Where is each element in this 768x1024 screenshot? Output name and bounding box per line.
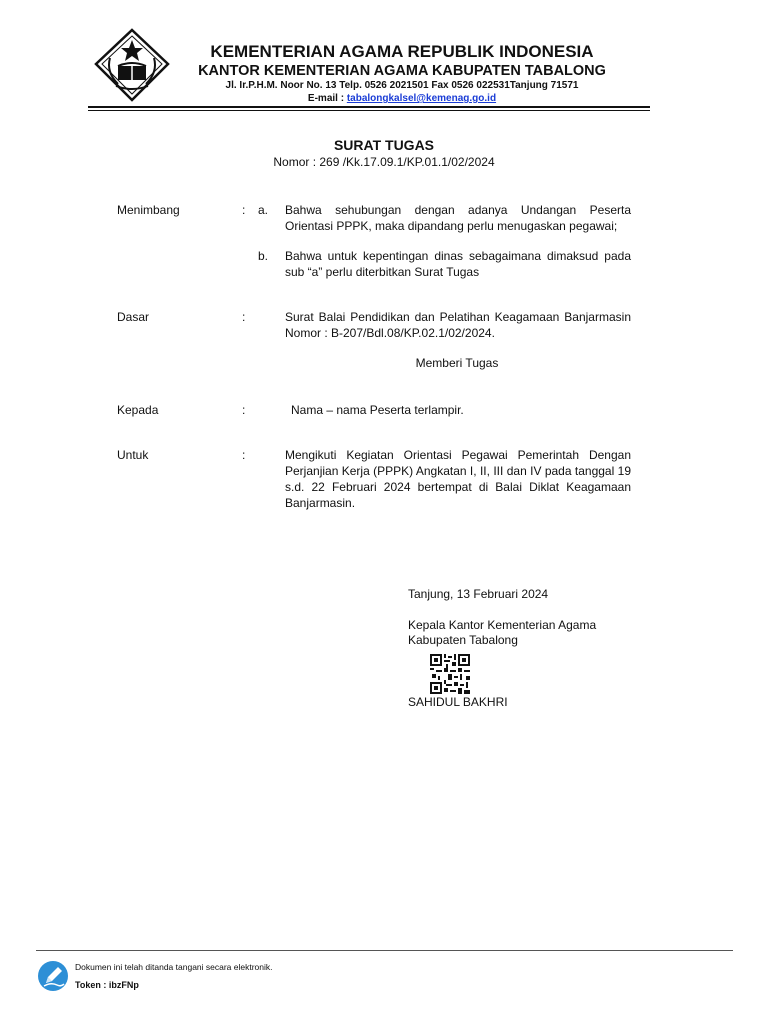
office-address: Jl. Ir.P.H.M. Noor No. 13 Telp. 0526 2021501 Fax 0526 022531Tanjung 71571 — [225, 80, 579, 91]
document-title: SURAT TUGAS — [333, 137, 435, 153]
menimbang-colon: : — [242, 203, 246, 217]
kepada-colon: : — [242, 403, 246, 417]
kepada-label: Kepada — [117, 403, 159, 417]
dasar-label: Dasar — [117, 310, 150, 324]
office-name: KANTOR KEMENTERIAN AGAMA KABUPATEN TABALONG — [198, 63, 606, 79]
header-divider-thin — [88, 110, 650, 111]
qr-code-icon — [430, 654, 470, 694]
untuk-text: Mengikuti Kegiatan Orientasi Pegawai Pemerintah Dengan Perjanjian Kerja (PPPK) Angkatan I, II, III dan IV pada tanggal 19 s.d. 22 Februari 2024 bertempat di Balai Diklat Keagamaan Banjarmasin. — [285, 448, 631, 510]
footer-token: Token : ibzFNp — [75, 980, 139, 990]
dasar-text: Surat Balai Pendidikan dan Pelatihan Keagamaan Banjarmasin Nomor : B-207/Bdl.08/KP.02.1/02/2024. — [285, 310, 631, 340]
email-link[interactable]: tabalongkalsel@kemenag.go.id — [346, 93, 497, 104]
signatory-name: SAHIDUL BAKHRI — [408, 695, 508, 709]
untuk-label: Untuk — [117, 448, 149, 462]
e-signature-badge-icon — [37, 960, 69, 992]
place-date: Tanjung, 13 Februari 2024 — [408, 587, 549, 601]
office-email-line — [0, 93, 768, 104]
dasar-colon: : — [242, 310, 246, 324]
menimbang-a-text: Bahwa sehubungan dengan adanya Undangan Peserta Orientasi PPPK, maka dipandang perlu menugaskan pegawai; — [285, 203, 631, 233]
menimbang-a-letter: a. — [258, 203, 269, 217]
footer-note: Dokumen ini telah ditanda tangani secara elektronik. — [75, 962, 273, 972]
memberi-tugas-heading: Memberi Tugas — [415, 356, 499, 370]
document-number: Nomor : 269 /Kk.17.09.1/KP.01.1/02/2024 — [273, 155, 495, 169]
signatory-position-2: Kabupaten Tabalong — [408, 633, 518, 647]
kepada-text: Nama – nama Peserta terlampir. — [291, 403, 464, 417]
signatory-position-1: Kepala Kantor Kementerian Agama — [408, 618, 597, 632]
footer-divider — [36, 950, 733, 951]
menimbang-label: Menimbang — [117, 203, 180, 217]
untuk-colon: : — [242, 448, 246, 462]
header-divider-thick — [88, 106, 650, 108]
email-label: E-mail : — [307, 93, 347, 104]
menimbang-b-text: Bahwa untuk kepentingan dinas sebagaimana dimaksud pada sub “a” perlu diterbitkan Surat Tugas — [285, 249, 631, 279]
ministry-name: KEMENTERIAN AGAMA REPUBLIK INDONESIA — [210, 42, 594, 61]
menimbang-b-letter: b. — [258, 249, 269, 263]
